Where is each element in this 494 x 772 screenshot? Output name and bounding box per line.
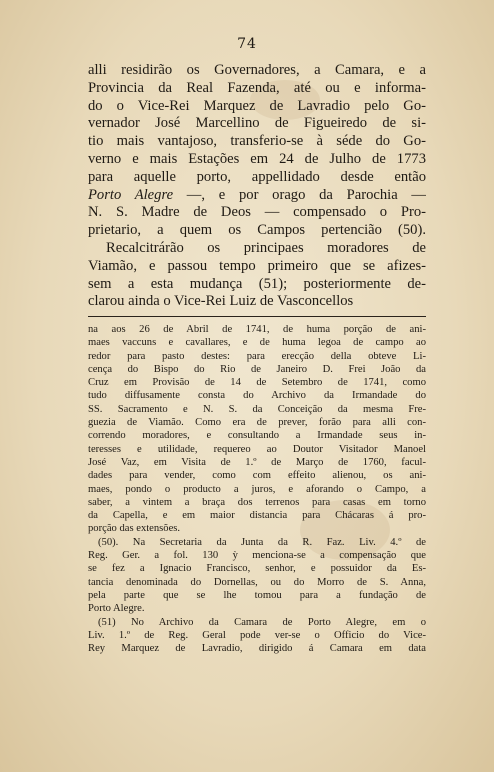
- footnote-line: se fez a Ignacio Francisco, senhor, e possuidor da Es-: [88, 563, 426, 575]
- footnote-line: porção das extensões.: [88, 523, 181, 535]
- text-line: alli residirão os Governadores, a Camara, e a: [88, 62, 426, 78]
- footnote-line: guezia de Viamão. Como era de prever, forão para alli con-: [88, 417, 426, 429]
- text-line: N. S. Madre de Deos — compensado o Pro-: [88, 204, 426, 221]
- text-line: vernador José Marcellino de Figueiredo de si-: [88, 115, 426, 132]
- footnotes: [88, 323, 426, 655]
- text-line: sem a esta mudança (51); posteriormente de-: [88, 275, 426, 292]
- footnote-line: da Capella, e em maior distancia para Chácaras á pro-: [88, 510, 426, 522]
- footnote-line: na aos 26 de Abril de 1741, de huma porção de ani-: [88, 324, 426, 335]
- footnote-line: Porto Alegre.: [88, 603, 145, 615]
- footnote-line: Reg. Ger. a fol. 130 ỳ menciona-se a compensação que: [88, 550, 426, 562]
- footnote-line: tancia denominada do Dornellas, ou do Morro de S. Anna,: [88, 576, 426, 588]
- footnote-line: cença do Bispo do Rio de Janeiro D. Frei João da: [88, 363, 426, 375]
- footnote-line: tudo diffusamente consta do Archivo da Irmandade do: [88, 390, 426, 402]
- footnote-line: saber, a vintem a braça dos terrenos para casas em torno: [88, 496, 426, 508]
- footnote-line: (50). Na Secretaria da Junta da R. Faz. Liv. 4.º de: [98, 536, 426, 548]
- text-line: Provincia da Real Fazenda, até ou e informa-: [88, 79, 426, 96]
- text-line: verno e mais Estações em 24 de Julho de 1773: [88, 150, 426, 167]
- text-line: prietario, a quem os Campos pertencião (50).: [88, 222, 426, 239]
- footnote-separator: [88, 316, 426, 317]
- footnote-line: SS. Sacramento e N. S. da Conceição da mesma Fre-: [88, 403, 426, 415]
- footnote-line: redor para pasto destes: para erecção della obteve Li-: [88, 350, 426, 362]
- footnote-line: Liv. 1.º de Reg. Geral pode ver-se o Officio do Vice-: [88, 629, 426, 641]
- text-line: Viamão, e passou tempo primeiro que se afizes-: [88, 257, 426, 274]
- footnote-line: maes, pondo o producto a juros, e aforando o Campo, a: [88, 483, 426, 495]
- text-line: do o Vice-Rei Marquez de Lavradio pelo Go-: [88, 97, 426, 114]
- footnote-line: Rey Marquez de Lavradio, dirigido á Camara em data: [88, 643, 426, 655]
- footnote-line: Cruz em Provisão de 14 de Setembro de 1741, como: [88, 377, 426, 389]
- text-line: tio mais vantajoso, transferio-se à séde do Go-: [88, 133, 426, 150]
- page-number: 74: [237, 36, 257, 52]
- text-line: Porto Alegre —, e por orago da Parochia —: [88, 186, 426, 203]
- footnote-line: teresses e utilidade, requereo ao Doutor Visitador Manoel: [88, 443, 426, 455]
- footnote-line: (51) No Archivo da Camara de Porto Alegre, em o: [98, 616, 426, 628]
- footnote-line: dades para vender, como com effeito alienou, os ani-: [88, 470, 426, 482]
- main-text: [88, 62, 426, 311]
- footnote-line: pela parte que se lhe tomou para a fundação de: [88, 589, 426, 601]
- footnote-line: maes vaccuns e cavallares, e de huma legoa de campo ao: [88, 337, 426, 349]
- footnote-line: correndo moradores, e consultando a Irmandade seus in-: [88, 430, 426, 442]
- text-line: Recalcitrárão os principaes moradores de: [106, 239, 426, 256]
- text-line: clarou ainda o Vice-Rei Luiz de Vasconcellos: [88, 293, 354, 310]
- text-line: para aquelle porto, appellidado desde então: [88, 168, 426, 185]
- footnote-line: José Vaz, em Visita de 1.º de Março de 1760, facul-: [88, 456, 426, 468]
